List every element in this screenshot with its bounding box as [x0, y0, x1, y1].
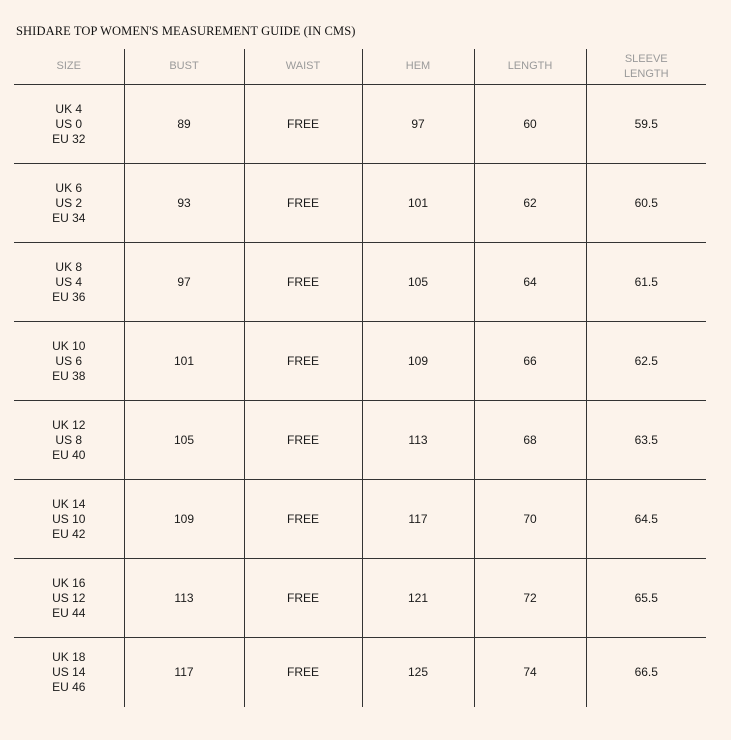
length-cell: 66	[474, 322, 586, 401]
sleeve-length-cell: 63.5	[586, 401, 706, 480]
size-cell	[14, 243, 124, 322]
size-cell	[14, 322, 124, 401]
size-eu: EU 42	[52, 526, 86, 541]
hem-cell: 117	[362, 480, 474, 559]
size-us: US 0	[55, 116, 83, 131]
length-cell: 72	[474, 559, 586, 638]
hem-cell: 125	[362, 638, 474, 708]
size-eu: EU 40	[52, 447, 86, 462]
waist-cell: FREE	[244, 401, 362, 480]
bust-cell: 93	[124, 164, 244, 243]
waist-cell: FREE	[244, 243, 362, 322]
size-cell	[14, 638, 124, 708]
waist-cell: FREE	[244, 85, 362, 164]
hem-cell: 113	[362, 401, 474, 480]
bust-cell: 97	[124, 243, 244, 322]
table-row	[14, 638, 706, 708]
bust-cell: 109	[124, 480, 244, 559]
size-us: US 2	[55, 195, 83, 210]
size-uk: UK 16	[52, 575, 86, 590]
size-eu: EU 44	[52, 605, 86, 620]
bust-cell: 113	[124, 559, 244, 638]
waist-cell: FREE	[244, 638, 362, 708]
length-cell: 70	[474, 480, 586, 559]
hem-cell: 97	[362, 85, 474, 164]
length-cell: 60	[474, 85, 586, 164]
bust-cell: 89	[124, 85, 244, 164]
waist-cell: FREE	[244, 559, 362, 638]
sleeve-length-cell: 65.5	[586, 559, 706, 638]
size-us: US 10	[52, 511, 86, 526]
column-header-size: SIZE	[14, 49, 124, 85]
measurement-table	[14, 49, 706, 707]
column-header-waist: WAIST	[244, 49, 362, 85]
sleeve-length-cell: 59.5	[586, 85, 706, 164]
size-uk: UK 8	[55, 259, 83, 274]
size-uk: UK 4	[55, 101, 83, 116]
bust-cell: 101	[124, 322, 244, 401]
sleeve-length-cell: 61.5	[586, 243, 706, 322]
sleeve-length-cell: 66.5	[586, 638, 706, 708]
size-cell	[14, 85, 124, 164]
size-uk: UK 6	[55, 180, 83, 195]
column-header-length: LENGTH	[474, 49, 586, 85]
table-row	[14, 243, 706, 322]
table-row	[14, 322, 706, 401]
table-row	[14, 164, 706, 243]
table-row	[14, 559, 706, 638]
sleeve-length-cell: 64.5	[586, 480, 706, 559]
size-us: US 8	[55, 432, 83, 447]
hem-cell: 101	[362, 164, 474, 243]
size-cell	[14, 164, 124, 243]
size-uk: UK 10	[52, 338, 86, 353]
waist-cell: FREE	[244, 164, 362, 243]
size-cell	[14, 559, 124, 638]
waist-cell: FREE	[244, 322, 362, 401]
table-row	[14, 401, 706, 480]
length-cell: 64	[474, 243, 586, 322]
column-header-bust: BUST	[124, 49, 244, 85]
size-eu: EU 36	[52, 289, 86, 304]
sleeve-length-cell: 60.5	[586, 164, 706, 243]
sleeve-length-cell: 62.5	[586, 322, 706, 401]
waist-cell: FREE	[244, 480, 362, 559]
size-us: US 6	[55, 353, 83, 368]
hem-cell: 105	[362, 243, 474, 322]
size-cell	[14, 401, 124, 480]
size-eu: EU 38	[52, 368, 86, 383]
size-uk: UK 14	[52, 496, 86, 511]
size-us: US 14	[52, 665, 86, 679]
size-eu: EU 32	[52, 131, 86, 146]
size-eu: EU 34	[52, 210, 86, 225]
size-uk: UK 12	[52, 417, 86, 432]
page-title: SHIDARE TOP WOMEN'S MEASUREMENT GUIDE (IN CMS)	[16, 24, 356, 38]
column-header-hem: HEM	[362, 49, 474, 85]
table-row	[14, 480, 706, 559]
header-row	[14, 49, 706, 85]
size-cell	[14, 480, 124, 559]
hem-cell: 121	[362, 559, 474, 638]
length-cell: 74	[474, 638, 586, 708]
hem-cell: 109	[362, 322, 474, 401]
bust-cell: 105	[124, 401, 244, 480]
bust-cell: 117	[124, 638, 244, 708]
size-eu: EU 46	[52, 680, 86, 694]
table-row	[14, 85, 706, 164]
size-us: US 12	[52, 590, 86, 605]
column-header-sleeve-length: SLEEVE LENGTH	[586, 49, 706, 85]
length-cell: 68	[474, 401, 586, 480]
length-cell: 62	[474, 164, 586, 243]
size-us: US 4	[55, 274, 83, 289]
size-uk: UK 18	[52, 650, 86, 664]
